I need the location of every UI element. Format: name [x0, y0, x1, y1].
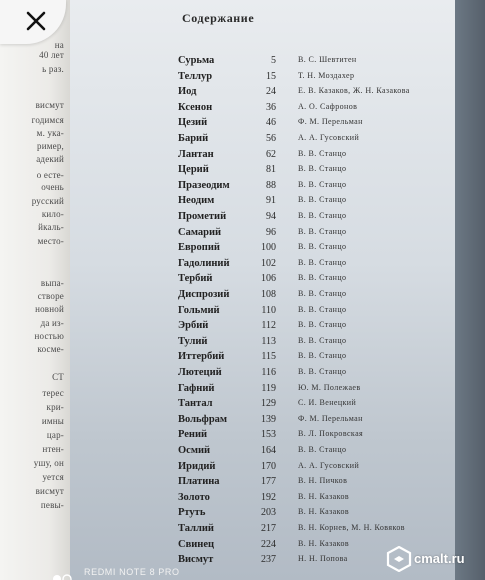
camera-watermark: REDMI NOTE 8 PRO [84, 567, 180, 577]
page-number: 5 [271, 55, 276, 66]
left-page-text-fragment: русский [31, 196, 64, 206]
page-number: 106 [261, 273, 276, 285]
author-name: Ю. М. Полежаев [298, 382, 361, 392]
site-logo-icon [386, 546, 412, 572]
author-name: В. В. Станцо [298, 304, 347, 314]
left-page-text-fragment: да из- [40, 318, 64, 328]
page-number: 192 [261, 491, 276, 503]
author-name: А. О. Сафронов [298, 101, 358, 111]
author-name: В. В. Станцо [298, 226, 347, 236]
left-page-text-fragment: ностью [34, 331, 64, 341]
page-number: 112 [261, 320, 276, 332]
contents-row [70, 71, 455, 87]
left-page-text-fragment: терес [42, 388, 64, 398]
author-name: Т. Н. Моздахер [298, 70, 355, 80]
author-name: В. В. Станцо [298, 164, 347, 174]
left-page-text-fragment: на [54, 40, 64, 50]
author-name: С. И. Венецкий [298, 398, 357, 408]
element-name: Ксенон [178, 101, 213, 113]
author-name: В. В. Станцо [298, 148, 347, 158]
contents-row [70, 414, 455, 430]
contents-row [70, 227, 455, 243]
contents-row [70, 367, 455, 383]
camera-logo-icon [52, 571, 80, 580]
element-name: Лантан [178, 148, 214, 160]
author-name: В. В. Станцо [298, 320, 347, 330]
element-name: Висмут [178, 554, 214, 566]
element-name: Ртуть [178, 507, 206, 519]
element-name: Тербий [178, 273, 213, 285]
page-number: 177 [261, 476, 276, 488]
contents-row [70, 289, 455, 305]
close-icon [25, 10, 47, 32]
contents-row [70, 180, 455, 196]
page-number: 110 [261, 304, 276, 316]
left-page-text-fragment: уется [42, 472, 64, 482]
element-name: Вольфрам [178, 413, 228, 425]
page-number: 119 [261, 382, 276, 394]
left-page-text-fragment: кило- [41, 209, 64, 219]
left-page-text-fragment: йкаль- [38, 222, 64, 232]
contents-row [70, 492, 455, 508]
left-page-text-fragment: певы- [40, 500, 64, 510]
author-name: В. В. Станцо [298, 335, 347, 345]
page-number: 36 [266, 101, 276, 113]
element-name: Тантал [178, 398, 213, 410]
left-page-text-fragment: годимся [31, 115, 64, 125]
element-name: Таллий [178, 523, 214, 534]
author-name: В. В. Станцо [298, 351, 347, 361]
page-number: 115 [261, 351, 276, 363]
page-number: 170 [261, 460, 276, 472]
contents-row [70, 429, 455, 445]
contents-row [70, 149, 455, 165]
left-page-text-fragment: очень [41, 182, 64, 192]
left-page-text-fragment: выпа- [40, 278, 64, 288]
page-number: 62 [266, 148, 276, 160]
element-name: Тулий [178, 335, 208, 347]
page-number: 88 [266, 179, 276, 191]
author-name: В. Н. Корнев, М. Н. Ковяков [298, 523, 405, 532]
page-number: 91 [266, 195, 276, 207]
element-name: Цезий [178, 117, 208, 129]
contents-row [70, 336, 455, 352]
page-number: 102 [261, 257, 276, 269]
author-name: Ф. М. Перельман [298, 413, 363, 423]
element-name: Празеодим [178, 179, 230, 191]
element-name: Гадолиний [178, 257, 230, 269]
left-page-text-fragment: СТ [52, 372, 64, 382]
author-name: В. С. Шевтитен [298, 55, 357, 64]
author-name: В. В. Станцо [298, 273, 347, 283]
contents-row [70, 523, 455, 539]
contents-row [70, 242, 455, 258]
left-page-text-fragment: м. ука- [36, 128, 64, 138]
contents-row [70, 320, 455, 336]
author-name: В. Н. Казаков [298, 491, 350, 501]
contents-row [70, 398, 455, 414]
author-name: А. А. Гусовский [298, 460, 360, 470]
element-name: Самарий [178, 226, 222, 238]
element-name: Прометий [178, 211, 227, 222]
contents-row [70, 476, 455, 492]
element-name: Иод [178, 86, 197, 98]
page-number: 15 [266, 70, 276, 82]
left-page-text-fragment: имны [41, 416, 64, 426]
element-name: Иридий [178, 460, 216, 472]
author-name: В. Л. Покровская [298, 429, 364, 439]
contents-row [70, 507, 455, 523]
page-number: 203 [261, 507, 276, 519]
author-name: Н. Н. Попова [298, 554, 348, 564]
contents-row [70, 273, 455, 289]
page-number: 116 [261, 367, 276, 378]
element-name: Диспрозий [178, 289, 230, 300]
page-number: 224 [261, 538, 276, 550]
element-name: Лютеций [178, 367, 222, 378]
element-name: Платина [178, 476, 220, 488]
page-number: 237 [261, 554, 276, 566]
page-number: 129 [261, 398, 276, 410]
author-name: А. А. Гусовский [298, 133, 360, 142]
left-page-text-fragment: адекий [36, 154, 64, 164]
author-name: В. В. Станцо [298, 195, 347, 205]
page-number: 81 [266, 164, 276, 176]
element-name: Гафний [178, 382, 215, 394]
author-name: В. Н. Пичков [298, 476, 348, 486]
contents-page [70, 0, 455, 580]
page-number: 94 [266, 211, 276, 222]
author-name: В. В. Станцо [298, 367, 347, 376]
contents-row [70, 195, 455, 211]
page-number: 56 [266, 133, 276, 144]
left-page-text-fragment: створе [37, 291, 64, 301]
contents-row [70, 445, 455, 461]
element-name: Иттербий [178, 351, 225, 363]
left-page-text-fragment: место- [37, 236, 64, 246]
page-number: 113 [261, 335, 276, 347]
left-page-text-fragment: косме- [37, 344, 64, 354]
element-name: Гольмий [178, 304, 220, 316]
element-name: Европий [178, 242, 220, 254]
author-name: В. Н. Казаков [298, 538, 350, 548]
contents-row [70, 258, 455, 274]
element-name: Барий [178, 133, 209, 144]
left-page-text-fragment: ример, [37, 141, 64, 151]
contents-row [70, 55, 455, 71]
contents-row [70, 351, 455, 367]
element-name: Неодим [178, 195, 215, 207]
left-page [0, 0, 71, 580]
element-name: Свинец [178, 538, 215, 550]
author-name: Ф. М. Перельман [298, 117, 363, 127]
element-name: Осмий [178, 445, 211, 456]
contents-row [70, 86, 455, 102]
left-page-text-fragment: висмут [35, 486, 64, 496]
page-edge-shadow [455, 0, 485, 580]
left-page-text-fragment: цар- [46, 430, 64, 440]
page-number: 100 [261, 242, 276, 254]
author-name: В. В. Станцо [298, 242, 347, 252]
left-page-text-fragment: висмут [35, 100, 64, 110]
contents-row [70, 117, 455, 133]
element-name: Церий [178, 164, 209, 176]
page-title: Содержание [182, 11, 255, 25]
page-number: 46 [266, 117, 276, 129]
author-name: В. Н. Казаков [298, 507, 350, 517]
contents-row [70, 102, 455, 118]
left-page-text-fragment: нтен- [42, 444, 64, 454]
element-name: Сурьма [178, 55, 215, 66]
author-name: В. В. Станцо [298, 445, 347, 454]
left-page-text-fragment: ь раз. [42, 64, 64, 74]
contents-row [70, 305, 455, 321]
page-number: 24 [266, 86, 276, 98]
contents-row [70, 383, 455, 399]
element-name: Золото [178, 491, 210, 503]
author-name: В. В. Станцо [298, 211, 347, 220]
element-name: Эрбий [178, 320, 209, 332]
contents-row [70, 211, 455, 227]
page-number: 108 [261, 289, 276, 300]
left-page-text-fragment: ушу, он [33, 458, 64, 468]
page-number: 96 [266, 226, 276, 238]
contents-row [70, 133, 455, 149]
site-watermark: cmalt.ru [384, 544, 478, 574]
left-page-text-fragment: кри- [46, 402, 64, 412]
page-number: 164 [261, 445, 276, 456]
element-name: Рений [178, 429, 208, 441]
contents-row [70, 461, 455, 477]
left-page-text-fragment: новной [35, 304, 64, 314]
author-name: В. В. Станцо [298, 179, 347, 189]
author-name: В. В. Станцо [298, 289, 347, 298]
author-name: В. В. Станцо [298, 257, 347, 267]
left-page-text-fragment: 40 лет [39, 50, 64, 60]
contents-row [70, 164, 455, 180]
left-page-text-fragment: о есте- [36, 170, 64, 180]
page-number: 217 [261, 523, 276, 534]
author-name: Е. В. Казаков, Ж. Н. Казакова [298, 86, 410, 96]
element-name: Теллур [178, 70, 213, 82]
page-number: 153 [261, 429, 276, 441]
page-number: 139 [261, 413, 276, 425]
